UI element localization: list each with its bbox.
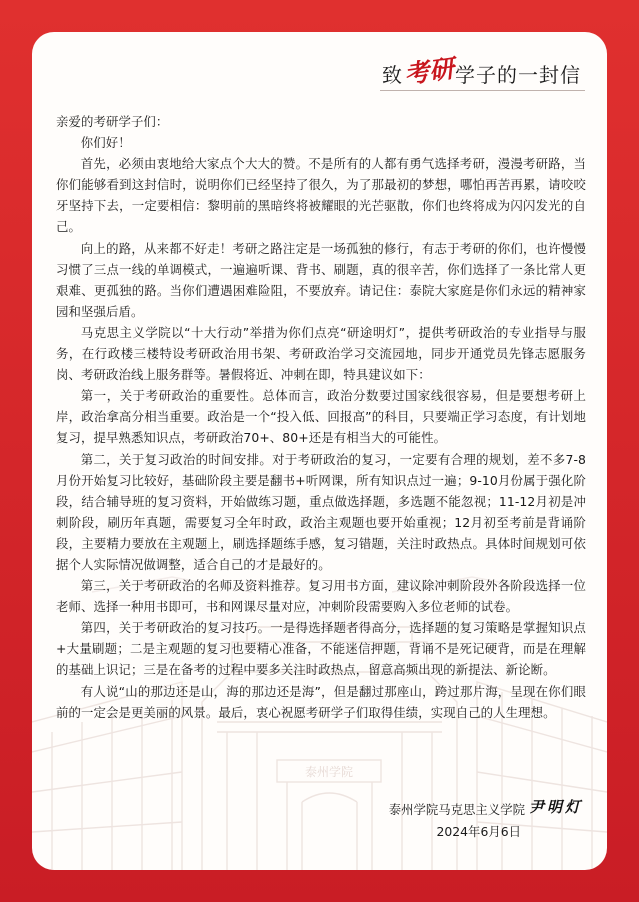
letter-greeting: 你们好！ [80,135,131,151]
letter-paragraph: 第二，关于复习政治的时间安排。对于考研政治的复习，一定要有合理的规划，差不多7-8月份开始复习比较好，基础阶段主要是翻书+听网课，所有知识点过一遍；9-10月份属于强化阶段，结合辅导班的复习资料，开始做练习题，重点做选择题，多选题不能忽视；11-12月初是冲刺阶段，刷历年真题，需要复习全年时政，政治主观题也要开始重视；12月初至考前是背诵阶段，主要精力要放在主观题上，刷选择题练手感，复习错题，关注时政热点。具体时间规划可依据个人实际情况做调整，适合自己的才是最好的。 [56,451,586,572]
letter-paper [32,32,607,870]
signature-date: 2024年6月6日 [436,824,521,839]
letter-paragraph: 向上的路，从来都不好走！考研之路注定是一场孤独的修行，有志于考研的你们，也许慢慢习惯了三点一线的单调模式，一遍遍听课、背书、刷题，真的很辛苦，你们选择了一条比常人更艰难、更孤独的路。当你们遭遇困难险阻，不要放弃。请记住：泰院大家庭是你们永远的精神家园和坚强后盾。 [56,240,586,319]
signature-name: 尹明灯 [528,798,583,816]
header-title-suffix: 学子的一封信 [455,63,581,87]
header-title-accent: 考研 [402,53,456,90]
signature-block [32,796,607,820]
header-underline [380,90,585,91]
letter-salutation: 亲爱的考研学子们： [56,114,169,129]
header-title-prefix: 致 [381,63,403,87]
letter-paragraph: 第四，关于考研政治的复习技巧。一是得选择题者得高分，选择题的复习策略是掌握知识点+大量刷题；二是主观题的复习也要精心准备，不能迷信押题，背诵不是死记硬背，而是在理解的基础上识记；三是在备考的过程中要多关注时政热点，留意高频出现的新提法、新论断。 [56,620,586,678]
letter-header [382,44,581,88]
letter-paragraph: 第三，关于考研政治的名师及资料推荐。复习用书方面，建议除冲刺阶段外各阶段选择一位老师、选择一种用书即可，书和网课尽量对应，冲刺阶段需要购入多位老师的试卷。 [56,578,586,615]
letter-paragraph: 马克思主义学院以“十大行动”举措为你们点亮“研途明灯”，提供考研政治的专业指导与服务，在行政楼三楼特设考研政治用书架、考研政治学习交流园地，同步开通党员先锋志愿服务岗、考研政治线上服务群等。暑假将近、冲刺在即，特具建议如下： [56,324,586,383]
letter-paragraph: 首先，必须由衷地给大家点个大大的赞。不是所有的人都有勇气选择考研，漫漫考研路，当你们能够看到这封信时，说明你们已经坚持了很久，为了那最初的梦想，哪怕再苦再累，请咬咬牙坚持下去，一定要相信：黎明前的黑暗终将被耀眼的光芒驱散，你们也终将成为闪闪发光的自己。 [56,156,586,235]
signature-organization: 泰州学院马克思主义学院 [388,802,525,817]
watermark-label: 泰州学院 [304,765,354,779]
letter-paragraph: 有人说“山的那边还是山，海的那边还是海”，但是翻过那座山，跨过那片海，呈现在你们眼前的一定会是更美丽的风景。最后，衷心祝愿考研学子们取得佳绩，实现自己的人生理想。 [56,683,586,720]
letter-body [56,111,586,723]
letter-paragraph: 第一，关于考研政治的重要性。总体而言，政治分数要过国家线很容易，但是要想考研上岸，政治拿高分相当重要。政治是一个“投入低、回报高”的科目，只要端正学习态度，有计划地复习，提早熟悉知识点，考研政治70+、80+还是有相当大的可能性。 [56,388,586,446]
